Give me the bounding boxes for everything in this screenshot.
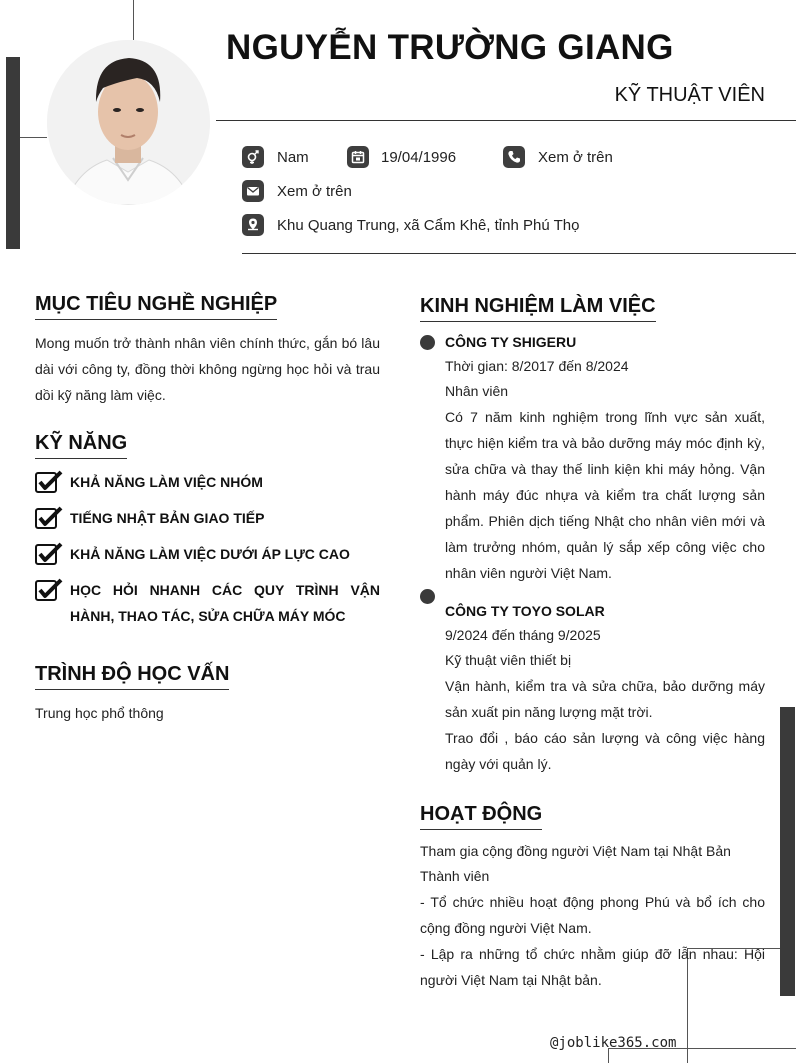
skills-title: KỸ NĂNG xyxy=(35,432,127,459)
address-value: Khu Quang Trung, xã Cẩm Khê, tỉnh Phú Thọ xyxy=(277,217,580,234)
job-time: 9/2024 đến tháng 9/2025 xyxy=(445,627,601,643)
birthday-value: 19/04/1996 xyxy=(381,149,457,166)
avatar xyxy=(47,40,210,205)
activity-role: Thành viên xyxy=(420,868,490,884)
skill-item: KHẢ NĂNG LÀM VIỆC DƯỚI ÁP LỰC CAO xyxy=(70,546,350,562)
decor-line xyxy=(20,137,47,138)
activity-item: - Tổ chức nhiều hoạt động phong Phú và bổ ích cho cộng đồng người Việt Nam. xyxy=(420,894,765,936)
timeline-dot xyxy=(420,589,435,604)
checkbox-icon xyxy=(35,506,63,530)
checkbox-icon xyxy=(35,470,63,494)
objective-title: MỤC TIÊU NGHỀ NGHIỆP xyxy=(35,293,277,320)
decor-line xyxy=(133,0,134,40)
company-name: CÔNG TY SHIGERU xyxy=(445,334,577,350)
education-title: TRÌNH ĐỘ HỌC VẤN xyxy=(35,663,229,690)
activities-title: HOẠT ĐỘNG xyxy=(420,803,542,830)
checkbox-icon xyxy=(35,542,63,566)
gender-icon xyxy=(242,146,264,168)
email-icon xyxy=(242,180,264,202)
job-description: Vận hành, kiểm tra và sửa chữa, bảo dưỡng máy sản xuất pin năng lượng mặt trời. xyxy=(445,678,765,720)
phone-value: Xem ở trên xyxy=(538,149,613,166)
skill-item: HỌC HỎI NHANH CÁC QUY TRÌNH VẬN HÀNH, THAO TÁC, SỬA CHỮA MÁY MÓC xyxy=(70,582,380,624)
job-position: Kỹ thuật viên thiết bị xyxy=(445,652,572,668)
skill-item: TIẾNG NHẬT BẢN GIAO TIẾP xyxy=(70,510,265,526)
activity-org: Tham gia cộng đồng người Việt Nam tại Nhật Bản xyxy=(420,843,731,859)
job-time: Thời gian: 8/2017 đến 8/2024 xyxy=(445,358,629,374)
gender-value: Nam xyxy=(277,149,309,166)
job-title: KỸ THUẬT VIÊN xyxy=(614,84,765,106)
experience-title: KINH NGHIỆM LÀM VIỆC xyxy=(420,295,656,322)
phone-icon xyxy=(503,146,525,168)
job-description: Trao đổi , báo cáo sản lượng và công việc hàng ngày với quản lý. xyxy=(445,730,765,772)
watermark: @joblike365.com xyxy=(550,1035,677,1051)
candidate-name: NGUYỄN TRƯỜNG GIANG xyxy=(226,28,674,67)
objective-text: Mong muốn trở thành nhân viên chính thức, gắn bó lâu dài với công ty, đồng thời không ngừng học hỏi và trau dồi kỹ năng làm việc. xyxy=(35,335,380,403)
job-position: Nhân viên xyxy=(445,383,509,399)
timeline-dot xyxy=(420,335,435,350)
education-text: Trung học phổ thông xyxy=(35,705,164,721)
checkbox-icon xyxy=(35,578,63,602)
skill-item: KHẢ NĂNG LÀM VIỆC NHÓM xyxy=(70,474,263,490)
email-value: Xem ở trên xyxy=(277,183,352,200)
activity-item: - Lập ra những tổ chức nhằm giúp đỡ lẫn nhau: Hội người Việt Nam tại Nhật bản. xyxy=(420,946,765,988)
job-description: Có 7 năm kinh nghiệm trong lĩnh vực sản xuất, thực hiện kiểm tra và bảo dưỡng máy móc định kỳ, sửa chữa và thay thế linh kiện khi máy hỏng. Vận hành máy đúc nhựa và kiểm tra chất lượng sản phẩm. Phiên dịch tiếng Nhật cho nhân viên mới và làm trưởng nhóm, quản lý sắp xếp công việc cho nhân viên người Việt Nam. xyxy=(445,409,765,581)
location-icon xyxy=(242,214,264,236)
divider xyxy=(216,120,796,121)
right-accent-bar xyxy=(780,707,795,996)
left-accent-bar xyxy=(6,57,20,249)
company-name: CÔNG TY TOYO SOLAR xyxy=(445,603,605,619)
calendar-icon xyxy=(347,146,369,168)
divider xyxy=(242,253,796,254)
